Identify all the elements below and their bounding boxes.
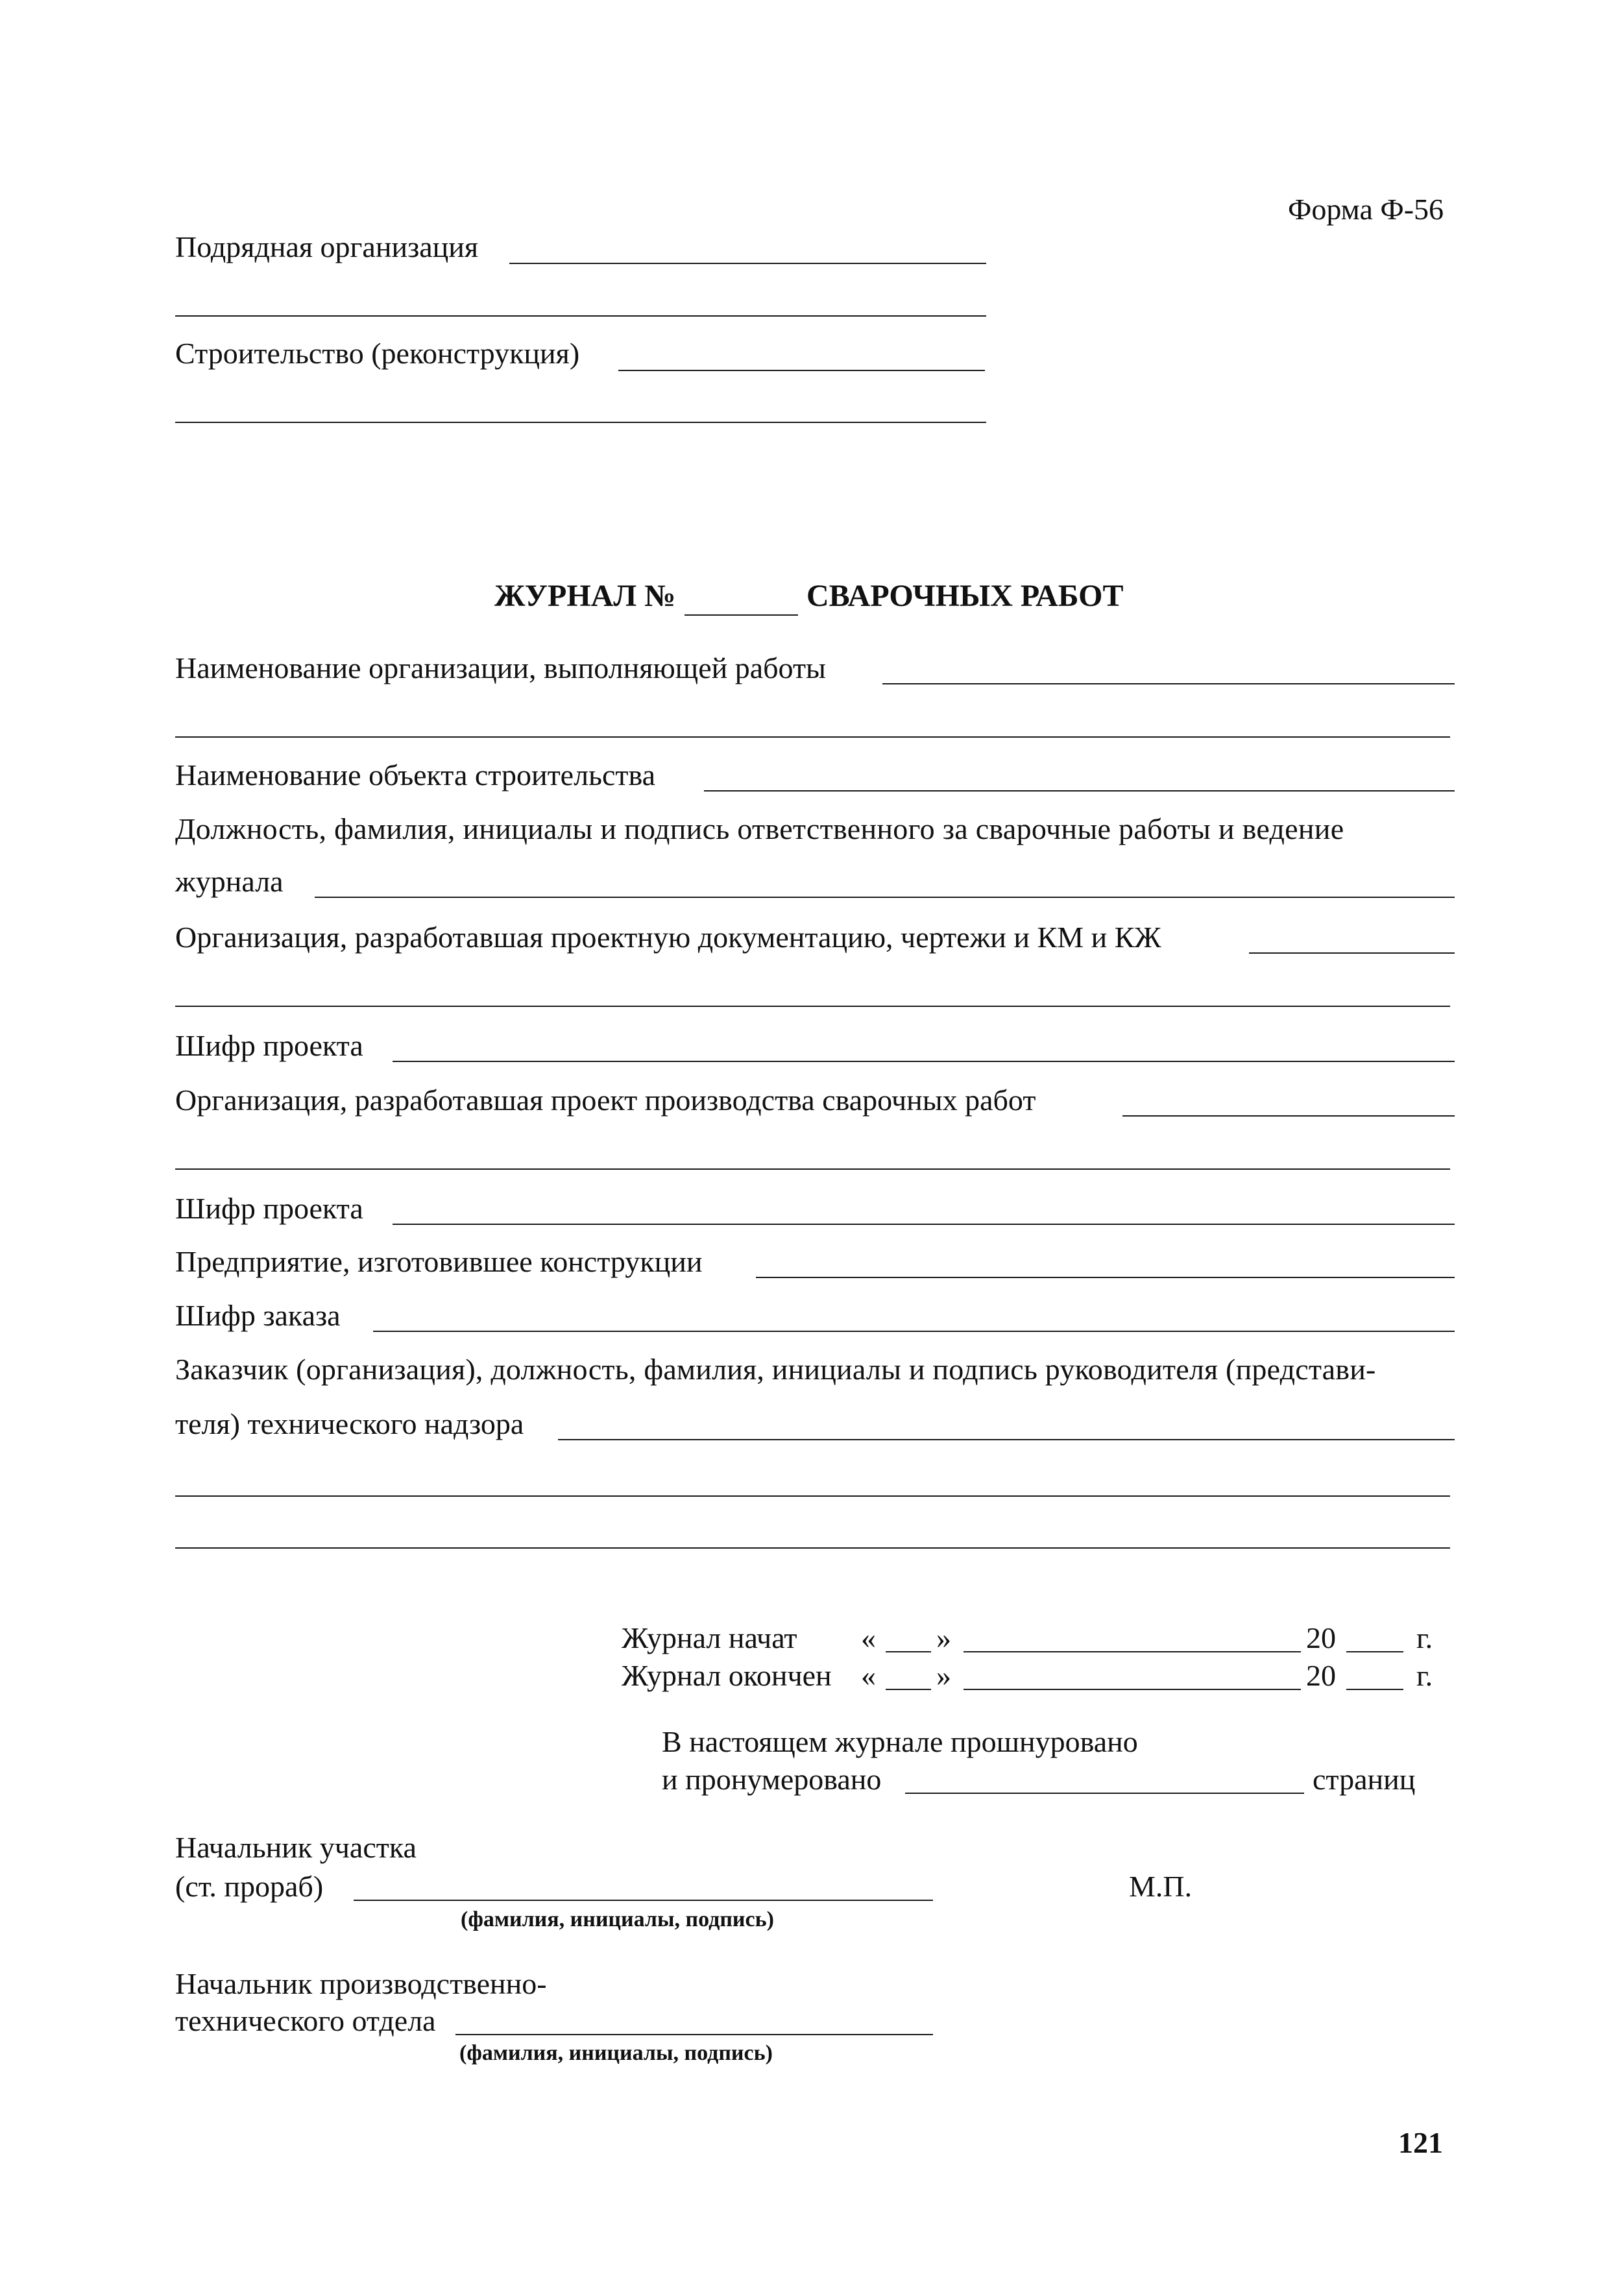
- title-welding-works: СВАРОЧНЫХ РАБОТ: [806, 579, 1124, 613]
- started-month-field[interactable]: [963, 1651, 1301, 1652]
- ended-quote-close: »: [936, 1659, 951, 1692]
- welding-project-org-label: Организация, разработавшая проект производства сварочных работ: [175, 1083, 1036, 1117]
- construction-field[interactable]: [618, 370, 985, 371]
- contractor-field-continued[interactable]: [175, 315, 986, 317]
- order-code-field[interactable]: [373, 1331, 1455, 1332]
- pto-chief-caption: (фамилия, инициалы, подпись): [459, 2041, 773, 2065]
- contractor-field[interactable]: [509, 263, 986, 264]
- ended-year-field[interactable]: [1346, 1689, 1403, 1690]
- responsible-label-line2: журнала: [175, 865, 284, 898]
- manufacturer-field[interactable]: [756, 1277, 1455, 1278]
- project-code-1-field[interactable]: [393, 1061, 1455, 1062]
- responsible-field[interactable]: [315, 897, 1455, 898]
- customer-label-line1: Заказчик (организация), должность, фамилия, инициалы и подпись руководителя (представи-: [175, 1353, 1376, 1386]
- started-year-prefix: 20: [1306, 1621, 1336, 1654]
- started-year-field[interactable]: [1346, 1651, 1403, 1652]
- ended-day-field[interactable]: [886, 1689, 931, 1690]
- contractor-label: Подрядная организация: [175, 230, 479, 263]
- project-code-2-field[interactable]: [393, 1224, 1455, 1225]
- project-code-1-label: Шифр проекта: [175, 1029, 363, 1062]
- site-chief-label-line2: (ст. прораб): [175, 1870, 324, 1903]
- pto-chief-label-line1: Начальник производственно-: [175, 1967, 547, 2000]
- journal-ended-label: Журнал окончен: [622, 1659, 832, 1692]
- started-quote-open: «: [861, 1621, 876, 1654]
- ended-month-field[interactable]: [963, 1689, 1301, 1690]
- customer-field-continued-2[interactable]: [175, 1547, 1450, 1549]
- object-name-label: Наименование объекта строительства: [175, 758, 656, 792]
- project-code-2-label: Шифр проекта: [175, 1192, 363, 1225]
- customer-field[interactable]: [558, 1439, 1455, 1440]
- started-day-field[interactable]: [886, 1651, 931, 1652]
- form-label: Форма Ф-56: [1288, 193, 1444, 226]
- welding-project-org-field-continued[interactable]: [175, 1168, 1450, 1170]
- pages-note-line2: и пронумеровано: [662, 1763, 882, 1796]
- pages-note-line1: В настоящем журнале прошнуровано: [662, 1725, 1138, 1758]
- construction-field-continued[interactable]: [175, 422, 986, 423]
- journal-started-label: Журнал начат: [622, 1621, 797, 1654]
- site-chief-signature-field[interactable]: [354, 1900, 933, 1901]
- order-code-label: Шифр заказа: [175, 1299, 341, 1332]
- design-org-field[interactable]: [1249, 952, 1455, 954]
- construction-label: Строительство (реконструкция): [175, 337, 580, 370]
- customer-field-continued-1[interactable]: [175, 1495, 1450, 1497]
- pto-chief-label-line2: технического отдела: [175, 2004, 436, 2037]
- welding-project-org-field[interactable]: [1122, 1115, 1455, 1117]
- org-name-label: Наименование организации, выполняющей работы: [175, 651, 826, 684]
- started-year-suffix: г.: [1416, 1621, 1433, 1654]
- site-chief-caption: (фамилия, инициалы, подпись): [461, 1907, 774, 1931]
- pto-chief-signature-field[interactable]: [455, 2034, 933, 2035]
- object-name-field[interactable]: [704, 790, 1455, 792]
- ended-year-suffix: г.: [1416, 1659, 1433, 1692]
- responsible-label-line1: Должность, фамилия, инициалы и подпись ответственного за сварочные работы и ведение: [175, 812, 1344, 845]
- stamp-label: М.П.: [1129, 1870, 1193, 1903]
- design-org-field-continued[interactable]: [175, 1006, 1450, 1007]
- site-chief-label-line1: Начальник участка: [175, 1831, 417, 1864]
- pages-count-field[interactable]: [905, 1793, 1304, 1794]
- ended-quote-open: «: [861, 1659, 876, 1692]
- title-journal-number: ЖУРНАЛ №: [494, 579, 676, 613]
- org-name-field[interactable]: [882, 683, 1455, 684]
- design-org-label: Организация, разработавшая проектную документацию, чертежи и КМ и КЖ: [175, 921, 1161, 954]
- started-quote-close: »: [936, 1621, 951, 1654]
- org-name-field-continued[interactable]: [175, 736, 1450, 738]
- pages-note-suffix: страниц: [1313, 1763, 1416, 1796]
- ended-year-prefix: 20: [1306, 1659, 1336, 1692]
- customer-label-line2: теля) технического надзора: [175, 1407, 524, 1440]
- manufacturer-label: Предприятие, изготовившее конструкции: [175, 1245, 703, 1278]
- page-number: 121: [1398, 2126, 1443, 2159]
- journal-number-field[interactable]: [685, 614, 798, 616]
